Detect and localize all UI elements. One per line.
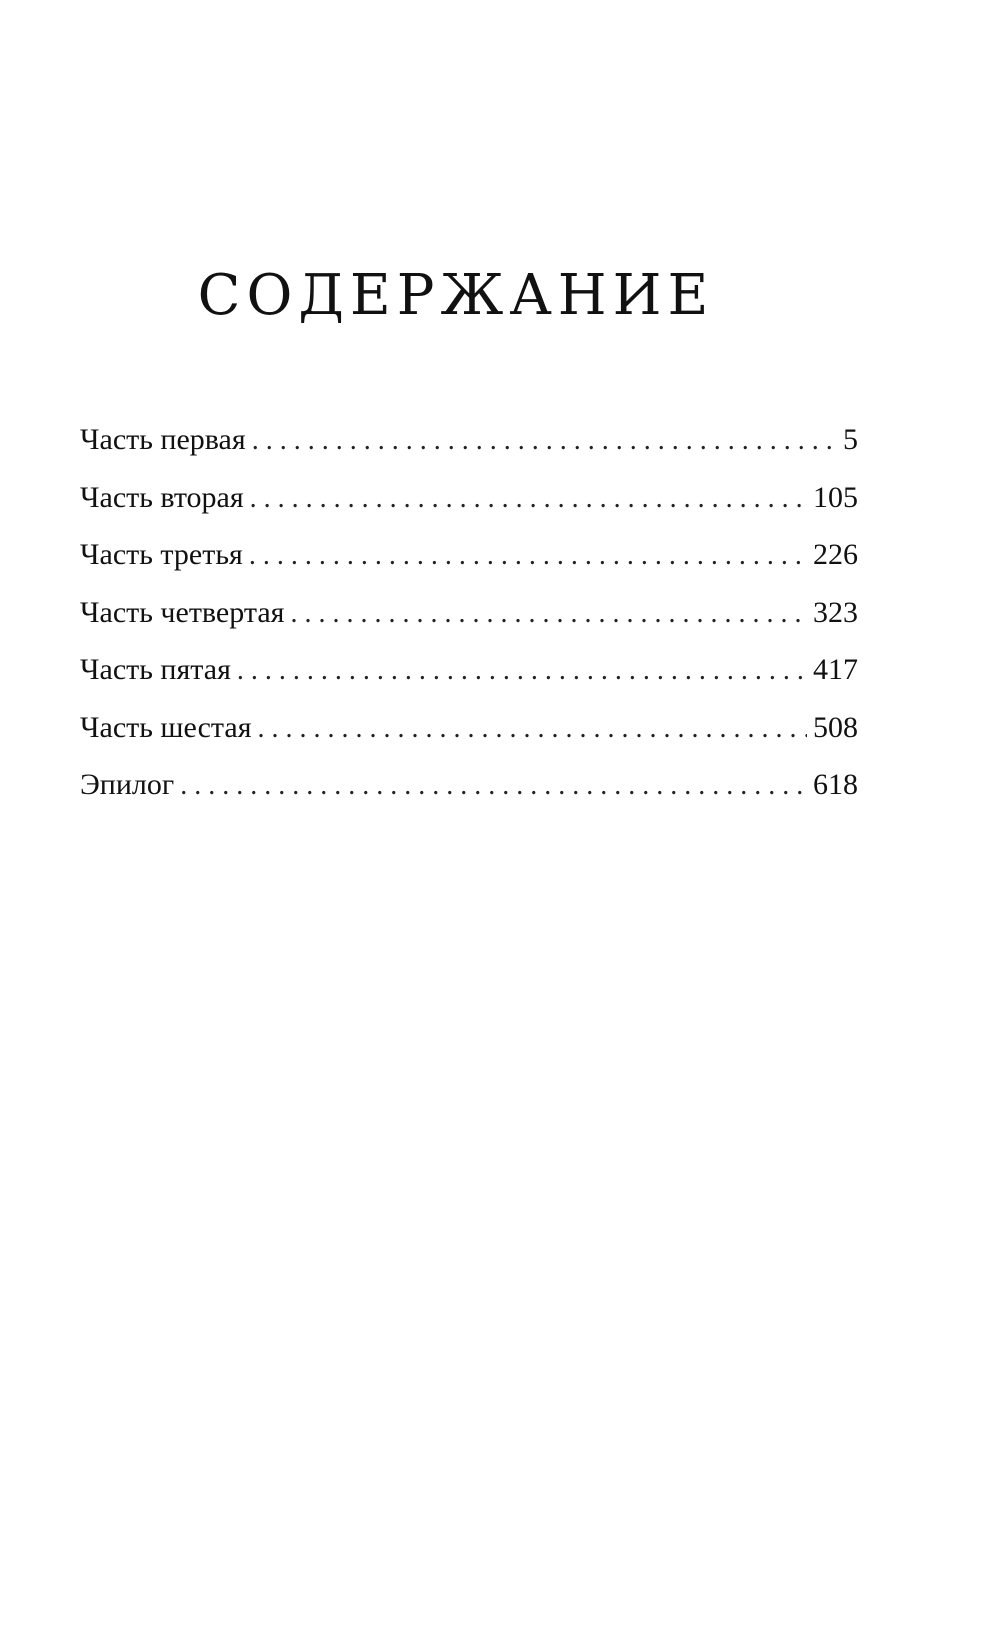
toc-entry-page: 105	[813, 480, 858, 514]
toc-entry	[80, 540, 858, 598]
toc-entry-page: 618	[813, 768, 858, 801]
toc-entry	[80, 595, 858, 656]
toc-entry-label: Часть четвертая	[80, 595, 285, 629]
page-title: СОДЕРЖАНИЕ	[197, 263, 715, 328]
dot-leader	[237, 657, 807, 685]
toc-entry-page: 508	[813, 710, 858, 744]
toc-entry	[80, 480, 858, 541]
toc-entry-label: Часть пятая	[80, 653, 231, 686]
toc-entry	[80, 425, 858, 483]
toc-entry-label: Часть третья	[80, 538, 243, 571]
dot-leader	[180, 772, 807, 800]
toc-entry-page: 417	[813, 653, 858, 686]
dot-leader	[290, 600, 807, 628]
dot-leader	[258, 715, 808, 743]
table-of-contents	[80, 425, 858, 828]
toc-entry-label: Часть шестая	[80, 710, 252, 744]
toc-entry	[80, 655, 858, 713]
toc-entry-page: 5	[843, 423, 858, 456]
toc-entry-label: Эпилог	[80, 768, 175, 801]
toc-entry-page: 323	[813, 595, 858, 629]
toc-entry-label: Часть вторая	[80, 480, 244, 514]
dot-leader	[249, 542, 807, 570]
dot-leader	[250, 485, 807, 513]
toc-entry-page: 226	[813, 538, 858, 571]
toc-entry-label: Часть первая	[80, 423, 246, 456]
dot-leader	[252, 427, 837, 455]
toc-entry	[80, 710, 858, 771]
toc-entry	[80, 770, 858, 828]
